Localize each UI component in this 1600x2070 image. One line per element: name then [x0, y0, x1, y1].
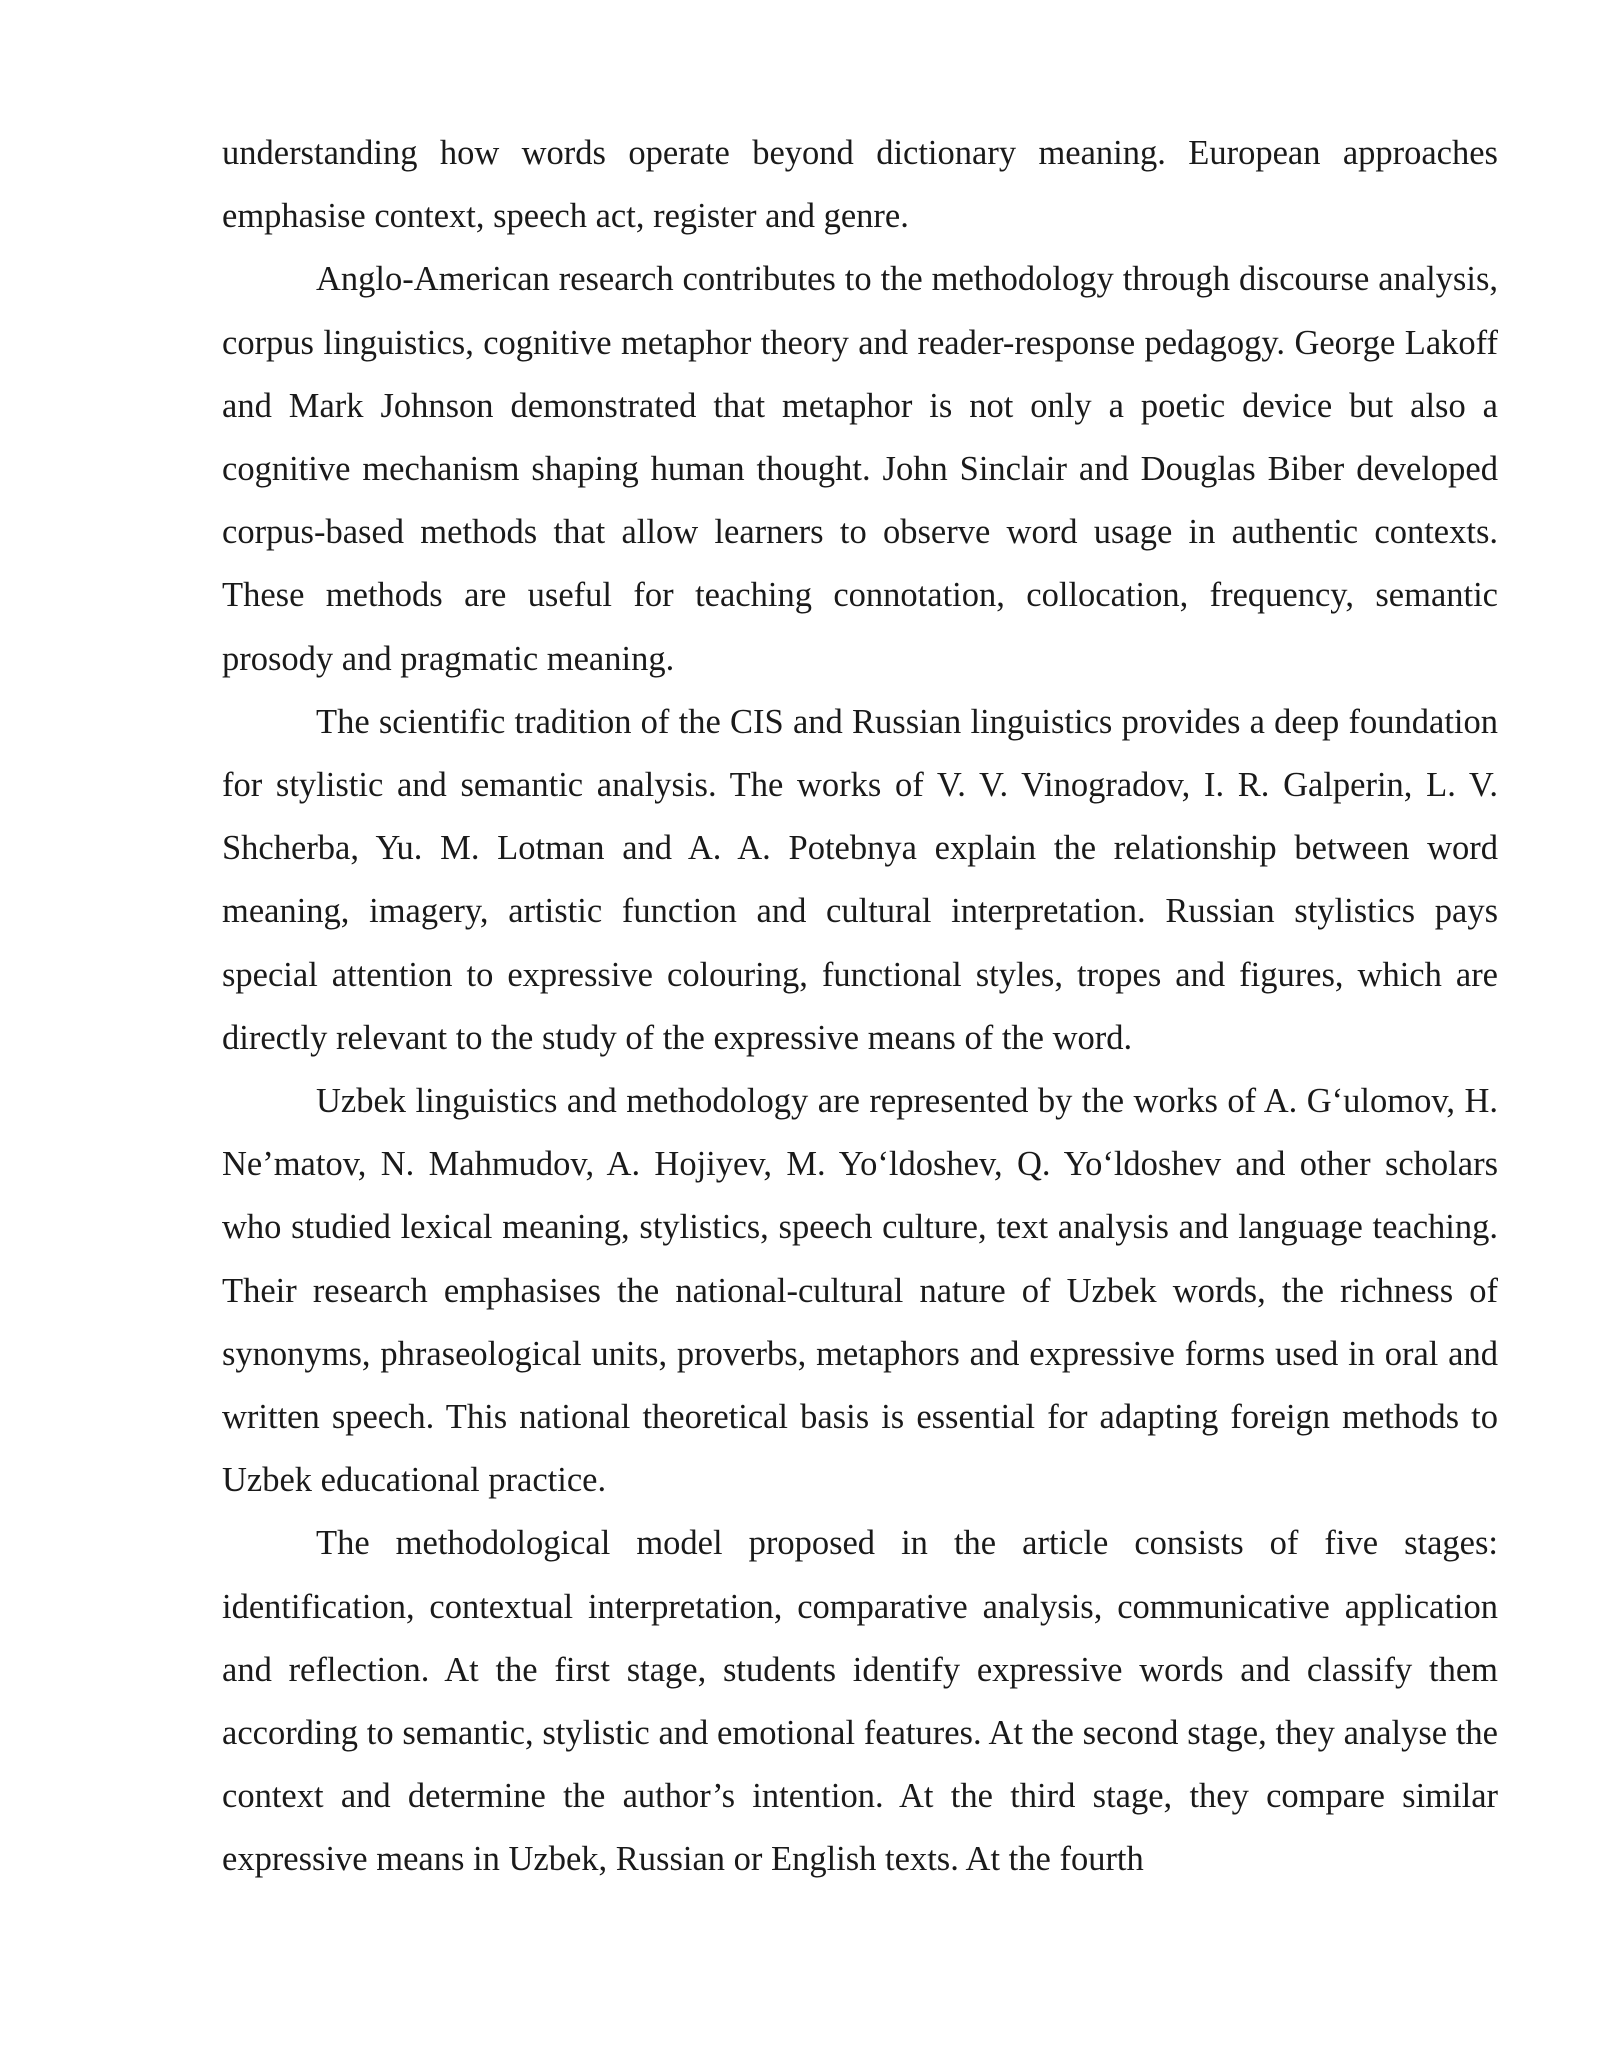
paragraph-anglo-american: Anglo-American research contributes to the methodology through discourse analysis, corpus linguistics, cognitive metaphor theory and reader-response pedagogy. George Lakoff and Mark Johnson demonstrated that metaphor is not only a poetic device but also a cognitive mechanism shaping human thought. John Sinclair and Douglas Biber developed corpus-based methods that allow learners to observe word usage in authentic contexts. These methods are useful for teaching connotation, collocation, frequency, semantic prosody and pragmatic meaning.	[222, 260, 1498, 678]
paragraph-russian-tradition: The scientific tradition of the CIS and Russian linguistics provides a deep foundation for stylistic and semantic analysis. The works of V. V. Vinogradov, I. R. Galperin, L. V. Shcherba, Yu. M. Lotman and A. A. Potebnya explain the relationship between word meaning, imagery, artistic function and cultural interpretation. Russian stylistics pays special attention to expressive colouring, functional styles, tropes and figures, which are directly relevant to the study of the expressive means of the word.	[222, 702, 1498, 1057]
body-text	[222, 122, 1498, 1892]
paragraph-continued: understanding how words operate beyond dictionary meaning. European approaches emphasise context, speech act, register and genre.	[222, 134, 1498, 236]
paragraph-methodological-model: The methodological model proposed in the article consists of five stages: identification, contextual interpretation, comparative analysis, communicative application and reflection. At the first stage, students identify expressive words and classify them according to semantic, stylistic and emotional features. At the second stage, they analyse the context and determine the author’s intention. At the third stage, they compare similar expressive means in Uzbek, Russian or English texts. At the fourth	[222, 1524, 1498, 1879]
paragraph-uzbek-linguistics: Uzbek linguistics and methodology are represented by the works of A. G‘ulomov, H. Ne’matov, N. Mahmudov, A. Hojiyev, M. Yo‘ldoshev, Q. Yo‘ldoshev and other scholars who studied lexical meaning, stylistics, speech culture, text analysis and language teaching. Their research emphasises the national-cultural nature of Uzbek words, the richness of synonyms, phraseological units, proverbs, metaphors and expressive forms used in oral and written speech. This national theoretical basis is essential for adapting foreign methods to Uzbek educational practice.	[222, 1082, 1498, 1500]
